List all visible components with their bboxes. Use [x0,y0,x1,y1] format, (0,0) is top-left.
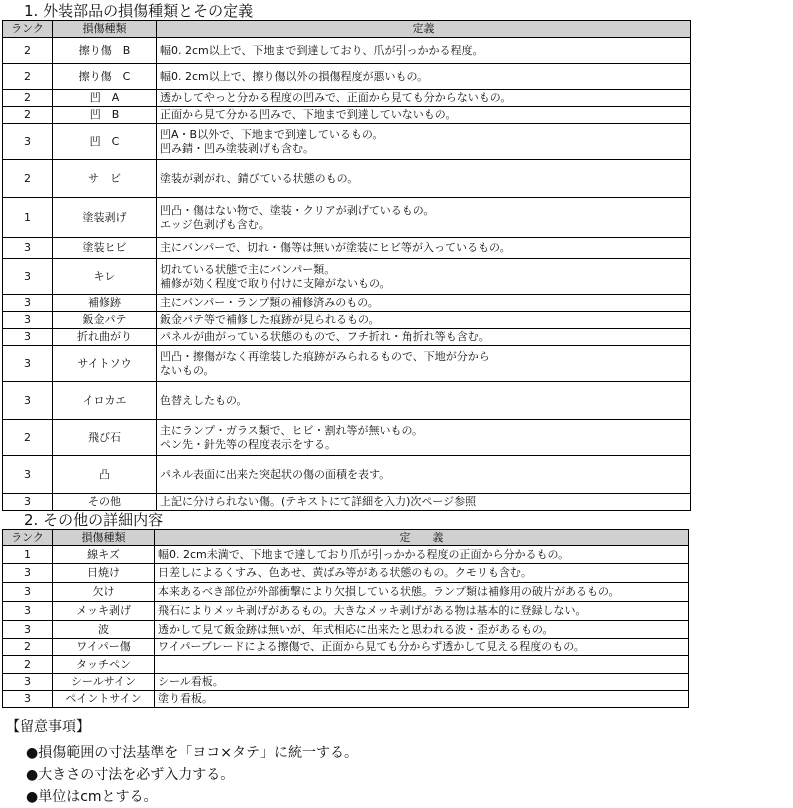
damage-type-cell: 飛び石 [53,420,157,456]
header-rank: ランク [3,530,53,546]
table-row [3,90,691,107]
definition-cell: ワイパーブレードによる擦傷で、正面から見ても分からず透かして見える程度のもの。 [155,639,689,656]
table-row [3,494,691,511]
rank-cell: 1 [3,546,53,564]
table-row [3,160,691,198]
rank-cell: 2 [3,64,53,90]
other-details-table [2,529,689,708]
definition-cell: 塗装が剥がれ、錆びている状態のもの。 [157,160,691,198]
damage-type-cell: シールサイン [53,674,155,691]
damage-type-cell: 擦り傷 B [53,38,157,64]
damage-type-cell: キレ [53,259,157,295]
rank-cell: 3 [3,295,53,312]
table-row [3,346,691,382]
rank-cell: 3 [3,259,53,295]
rank-cell: 3 [3,312,53,329]
table-header-row [3,21,691,38]
table-row [3,602,689,621]
definition-cell: 日差しによるくすみ、色あせ、黄ばみ等がある状態のもの。クモリも含む。 [155,564,689,583]
rank-cell: 2 [3,90,53,107]
damage-type-cell: 欠け [53,583,155,602]
table-row [3,564,689,583]
definition-cell [155,656,689,674]
table-row [3,259,691,295]
definition-cell: 色替えしたもの。 [157,382,691,420]
table-row [3,295,691,312]
table-row [3,198,691,238]
damage-type-cell: イロカエ [53,382,157,420]
table-row [3,382,691,420]
damage-type-cell: 凹 C [53,124,157,160]
rank-cell: 2 [3,639,53,656]
rank-cell: 2 [3,420,53,456]
header-definition: 定義 [157,21,691,38]
definition-cell: 主にバンパーで、切れ・傷等は無いが塗装にヒビ等が入っているもの。 [157,238,691,259]
definition-cell: 本来あるべき部位が外部衝撃により欠損している状態。ランプ類は補修用の破片があるもの。 [155,583,689,602]
table-row [3,124,691,160]
table-row [3,639,689,656]
definition-cell: 凹A・B以外で、下地まで到達しているもの。 凹み錆・凹み塗装剥げも含む。 [157,124,691,160]
rank-cell: 3 [3,456,53,494]
section2-title: 2. その他の詳細内容 [24,511,164,529]
definition-cell: 飛石によりメッキ剥げがあるもの。大きなメッキ剥げがある物は基本的に登録しない。 [155,602,689,621]
damage-type-cell: ペイントサイン [53,691,155,708]
definition-cell: 幅0. 2cm未満で、下地まで達しており爪が引っかかる程度の正面から分かるもの。 [155,546,689,564]
definition-cell: 透かしてやっと分かる程度の凹みで、正面から見ても分からないもの。 [157,90,691,107]
header-type: 損傷種類 [53,21,157,38]
definition-cell: 主にバンパー・ランプ類の補修済みのもの。 [157,295,691,312]
table-row [3,329,691,346]
header-rank: ランク [3,21,53,38]
definition-cell: パネルが曲がっている状態のもので、フチ折れ・角折れ等も含む。 [157,329,691,346]
definition-cell: 塗り看板。 [155,691,689,708]
rank-cell: 3 [3,602,53,621]
definition-cell: パネル表面に出来た突起状の傷の面積を表す。 [157,456,691,494]
table-row [3,456,691,494]
definition-cell: 正面から見て分かる凹みで、下地まで到達していないもの。 [157,107,691,124]
damage-type-cell: 塗装剥げ [53,198,157,238]
damage-type-cell: 塗装ヒビ [53,238,157,259]
damage-type-cell: 擦り傷 C [53,64,157,90]
rank-cell: 1 [3,198,53,238]
damage-type-cell: 線キズ [53,546,155,564]
rank-cell: 3 [3,494,53,511]
damage-type-cell: 補修跡 [53,295,157,312]
table-row [3,691,689,708]
rank-cell: 2 [3,38,53,64]
damage-type-cell: 折れ曲がり [53,329,157,346]
rank-cell: 3 [3,238,53,259]
damage-type-cell: タッチペン [53,656,155,674]
damage-type-cell: 鈑金パテ [53,312,157,329]
rank-cell: 3 [3,329,53,346]
table-row [3,621,689,639]
definition-cell: 切れている状態で主にバンパー類。 補修が効く程度で取り付けに支障がないもの。 [157,259,691,295]
rank-cell: 3 [3,621,53,639]
table-row [3,583,689,602]
rank-cell: 2 [3,107,53,124]
definition-cell: 凹凸・擦傷がなく再塗装した痕跡がみられるもので、下地が分から ないもの。 [157,346,691,382]
table-row [3,420,691,456]
rank-cell: 3 [3,583,53,602]
damage-type-cell: その他 [53,494,157,511]
note-item: ●損傷範囲の寸法基準を「ヨコ×タテ」に統一する。 [26,745,358,761]
definition-cell: 主にランプ・ガラス類で、ヒビ・割れ等が無いもの。 ペン先・針先等の程度表示をする。 [157,420,691,456]
definition-cell: 凹凸・傷はない物で、塗装・クリアが剥げているもの。 エッジ色剥げも含む。 [157,198,691,238]
rank-cell: 2 [3,160,53,198]
damage-type-cell: メッキ剥げ [53,602,155,621]
table-row [3,64,691,90]
header-definition: 定 義 [155,530,689,546]
damage-type-cell: サ ビ [53,160,157,198]
definition-cell: 上記に分けられない傷。(テキストにて詳細を入力)次ページ参照 [157,494,691,511]
table-row [3,38,691,64]
damage-type-cell: 凹 B [53,107,157,124]
table-row [3,674,689,691]
definition-cell: 幅0. 2cm以上で、下地まで到達しており、爪が引っかかる程度。 [157,38,691,64]
damage-type-cell: 凸 [53,456,157,494]
damage-definitions-table [2,20,691,511]
definition-cell: 鈑金パテ等で補修した痕跡が見られるもの。 [157,312,691,329]
table-row [3,238,691,259]
damage-type-cell: 日焼け [53,564,155,583]
note-item: ●単位はcmとする。 [26,789,158,805]
rank-cell: 3 [3,691,53,708]
table-header-row [3,530,689,546]
damage-type-cell: サイトソウ [53,346,157,382]
table-row [3,312,691,329]
table-row [3,656,689,674]
damage-type-cell: 凹 A [53,90,157,107]
table-row [3,546,689,564]
rank-cell: 3 [3,564,53,583]
header-type: 損傷種類 [53,530,155,546]
note-item: ●大きさの寸法を必ず入力する。 [26,767,235,783]
notes-title: 【留意事項】 [6,719,90,735]
rank-cell: 3 [3,346,53,382]
rank-cell: 3 [3,382,53,420]
rank-cell: 3 [3,674,53,691]
definition-cell: 透かして見て鈑金跡は無いが、年式相応に出来たと思われる波・歪があるもの。 [155,621,689,639]
rank-cell: 3 [3,124,53,160]
rank-cell: 2 [3,656,53,674]
damage-type-cell: ワイパー傷 [53,639,155,656]
table-row [3,107,691,124]
definition-cell: シール看板。 [155,674,689,691]
section1-title: 1. 外装部品の損傷種類とその定義 [24,2,254,20]
damage-type-cell: 波 [53,621,155,639]
definition-cell: 幅0. 2cm以上で、擦り傷以外の損傷程度が悪いもの。 [157,64,691,90]
